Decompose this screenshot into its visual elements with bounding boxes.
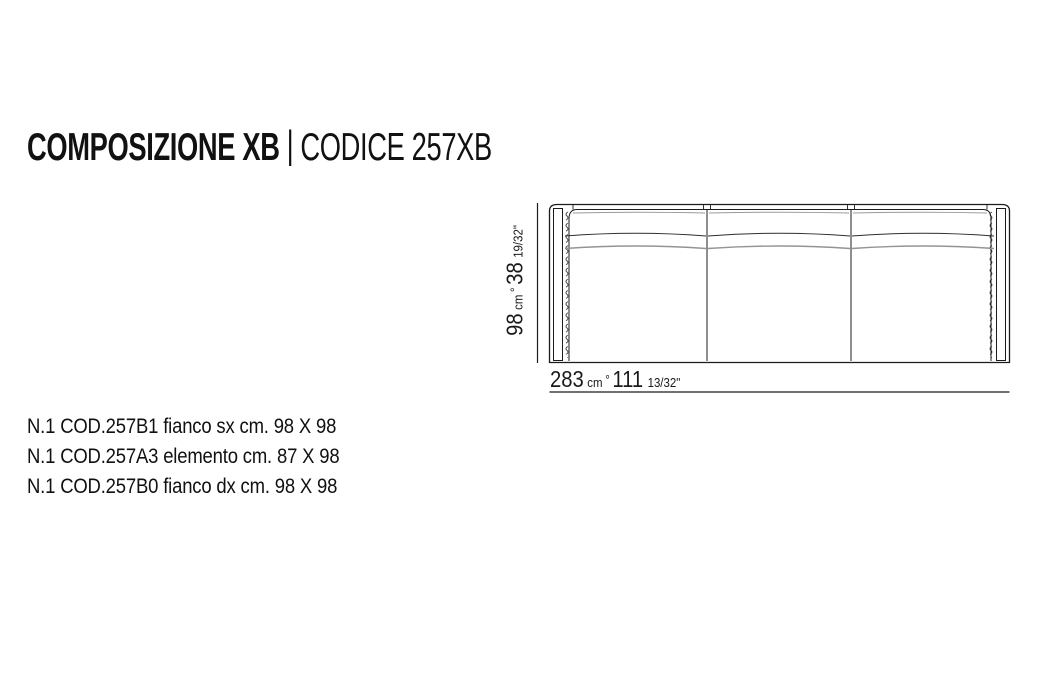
component-row xyxy=(27,412,382,442)
depth-cm-unit: cm xyxy=(510,294,526,310)
width-inch-value: 111 xyxy=(612,366,644,392)
seat-dividers xyxy=(707,210,851,362)
stitch-marks-left xyxy=(563,211,570,358)
backrest-top-shadow xyxy=(573,212,987,213)
component-list xyxy=(27,412,382,502)
component-row xyxy=(27,442,382,472)
page-title xyxy=(27,124,492,169)
depth-inch-value: 38 xyxy=(501,261,528,285)
width-cm-unit: cm xyxy=(587,375,603,390)
width-cm-value: 283 xyxy=(550,366,584,392)
depth-inch-fraction: 19/32" xyxy=(510,224,526,258)
depth-dimension-label xyxy=(502,225,529,336)
composition-code: CODICE 257XB xyxy=(300,126,492,169)
component-row xyxy=(27,472,382,502)
component-line-1: N.1 COD.257B1 fianco sx cm. 98 X 98 xyxy=(27,415,337,438)
width-separator: ° xyxy=(605,372,610,387)
sofa-outer-boundary xyxy=(550,205,1010,364)
width-dimension-label xyxy=(550,366,680,393)
armrest-left xyxy=(554,209,563,361)
depth-cm-value: 98 xyxy=(501,312,528,336)
component-line-3: N.1 COD.257B0 fianco dx cm. 98 X 98 xyxy=(27,475,338,498)
stitch-marks-right xyxy=(990,211,997,358)
depth-dimension-label-wrap xyxy=(498,195,532,365)
depth-separator: ° xyxy=(507,286,523,292)
backrest-top-edge xyxy=(569,210,991,220)
backrest-seam-lower xyxy=(565,246,994,249)
title-separator: | xyxy=(286,124,294,167)
width-inch-fraction: 13/32" xyxy=(647,375,681,390)
component-line-2: N.1 COD.257A3 elemento cm. 87 X 98 xyxy=(27,445,340,468)
armrest-right xyxy=(997,209,1006,361)
section-notch-ticks xyxy=(573,205,987,210)
backrest-seam-upper xyxy=(565,233,994,236)
composition-name: COMPOSIZIONE XB xyxy=(27,126,280,169)
